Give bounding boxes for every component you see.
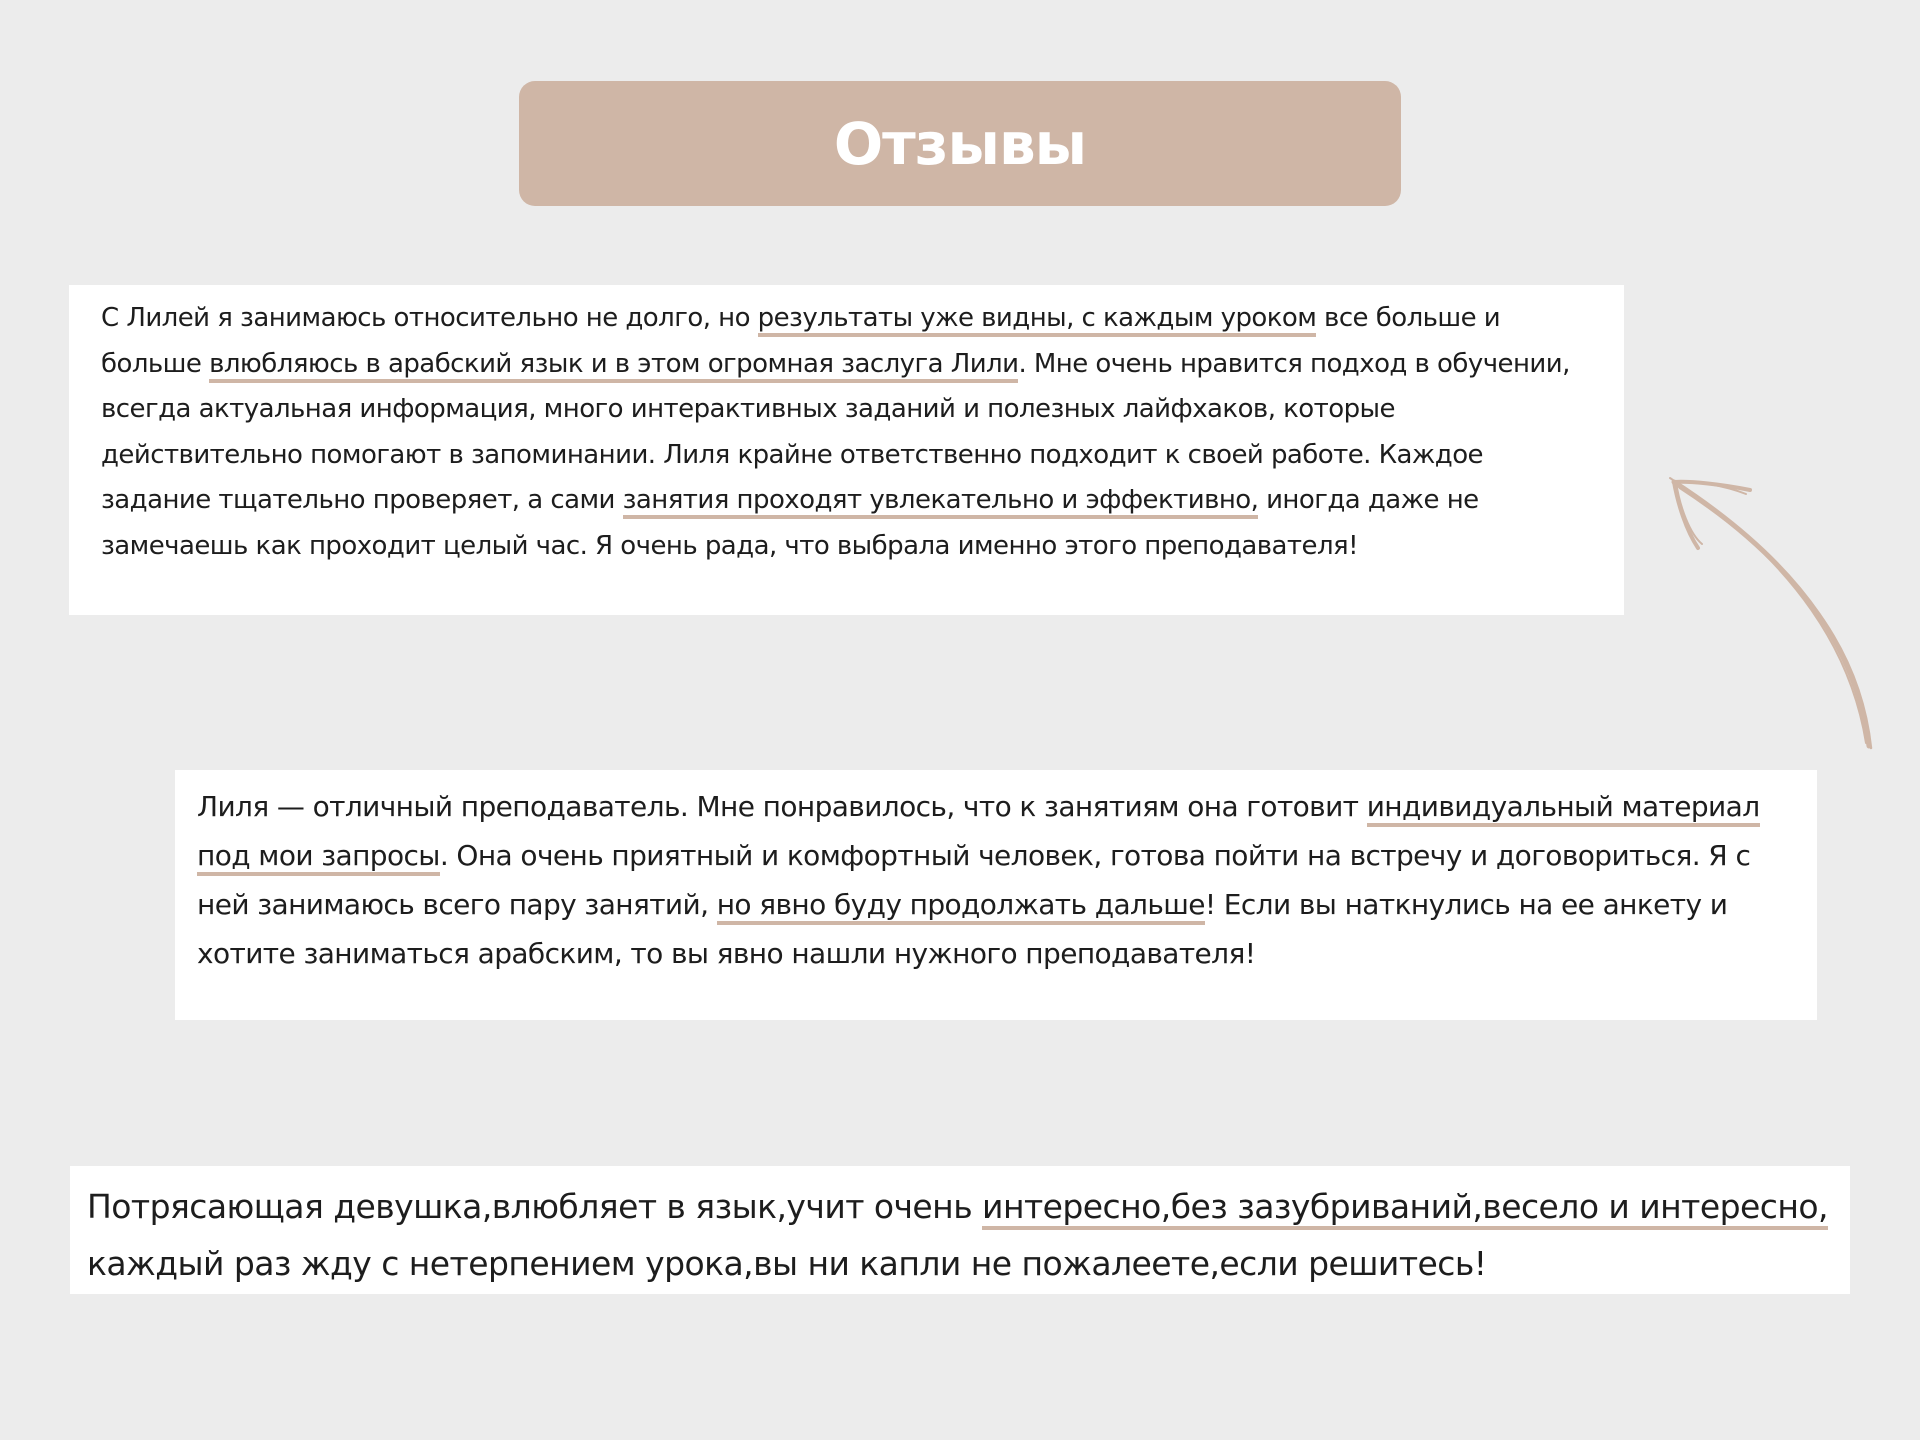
review-1-highlight-lessons: занятия проходят увлекательно и эффективно,	[623, 485, 1259, 519]
review-1-text-segment: иногда даже не замечаешь как проходит целый час. Я очень рада, что выбрала именно этого преподавателя!	[101, 485, 1479, 561]
review-card-3	[70, 1166, 1850, 1294]
review-1-highlight-love: влюбляюсь в арабский язык и в этом огромная заслуга Лили	[209, 349, 1018, 383]
review-3-highlight-interesting: интересно,без зазубриваний,весело и интересно,	[982, 1187, 1828, 1230]
review-2-text-segment: ! Если вы наткнулись на ее анкету и хотите заниматься арабским, то вы явно нашли нужного преподавателя!	[197, 888, 1728, 970]
review-3-text-segment: каждый раз жду с нетерпением урока,вы ни капли не пожалеете,если решитесь!	[87, 1244, 1487, 1283]
review-1-text-segment: . Мне очень нравится подход в обучении, всегда актуальная информация, много интерактивных заданий и полезных лайфхаков, которые действительно помогают в запоминании. Лиля крайне ответственно подходит к своей работе. Каждое задание тщательно проверяет, а сами	[101, 348, 1570, 515]
review-2-highlight-material: индивидуальный материал под мои запросы	[197, 790, 1760, 876]
review-2-text-segment: Лиля — отличный преподаватель. Мне понравилось, что к занятиям она готовит	[197, 790, 1367, 823]
review-1-text-segment: С Лилей я занимаюсь относительно не долго, но	[101, 303, 758, 333]
review-2-text-segment: . Она очень приятный и комфортный человек, готова пойти на встречу и договориться. Я с ней занимаюсь всего пару занятий,	[197, 839, 1751, 921]
review-1-text-segment: все больше и больше	[101, 303, 1501, 379]
title-banner	[519, 81, 1401, 206]
review-card-1	[69, 285, 1624, 615]
review-1-highlight-results: результаты уже видны, с каждым уроком	[758, 303, 1317, 337]
review-2-highlight-continue: но явно буду продолжать дальше	[717, 888, 1205, 925]
review-card-2	[175, 770, 1817, 1020]
page-title: Отзывы	[833, 109, 1087, 178]
review-text-3	[87, 1178, 1833, 1292]
curved-arrow-up-left-icon	[1650, 460, 1890, 760]
review-text-1	[101, 296, 1592, 569]
review-text-2	[197, 782, 1795, 978]
review-3-text-segment: Потрясающая девушка,влюбляет в язык,учит очень	[87, 1187, 983, 1226]
